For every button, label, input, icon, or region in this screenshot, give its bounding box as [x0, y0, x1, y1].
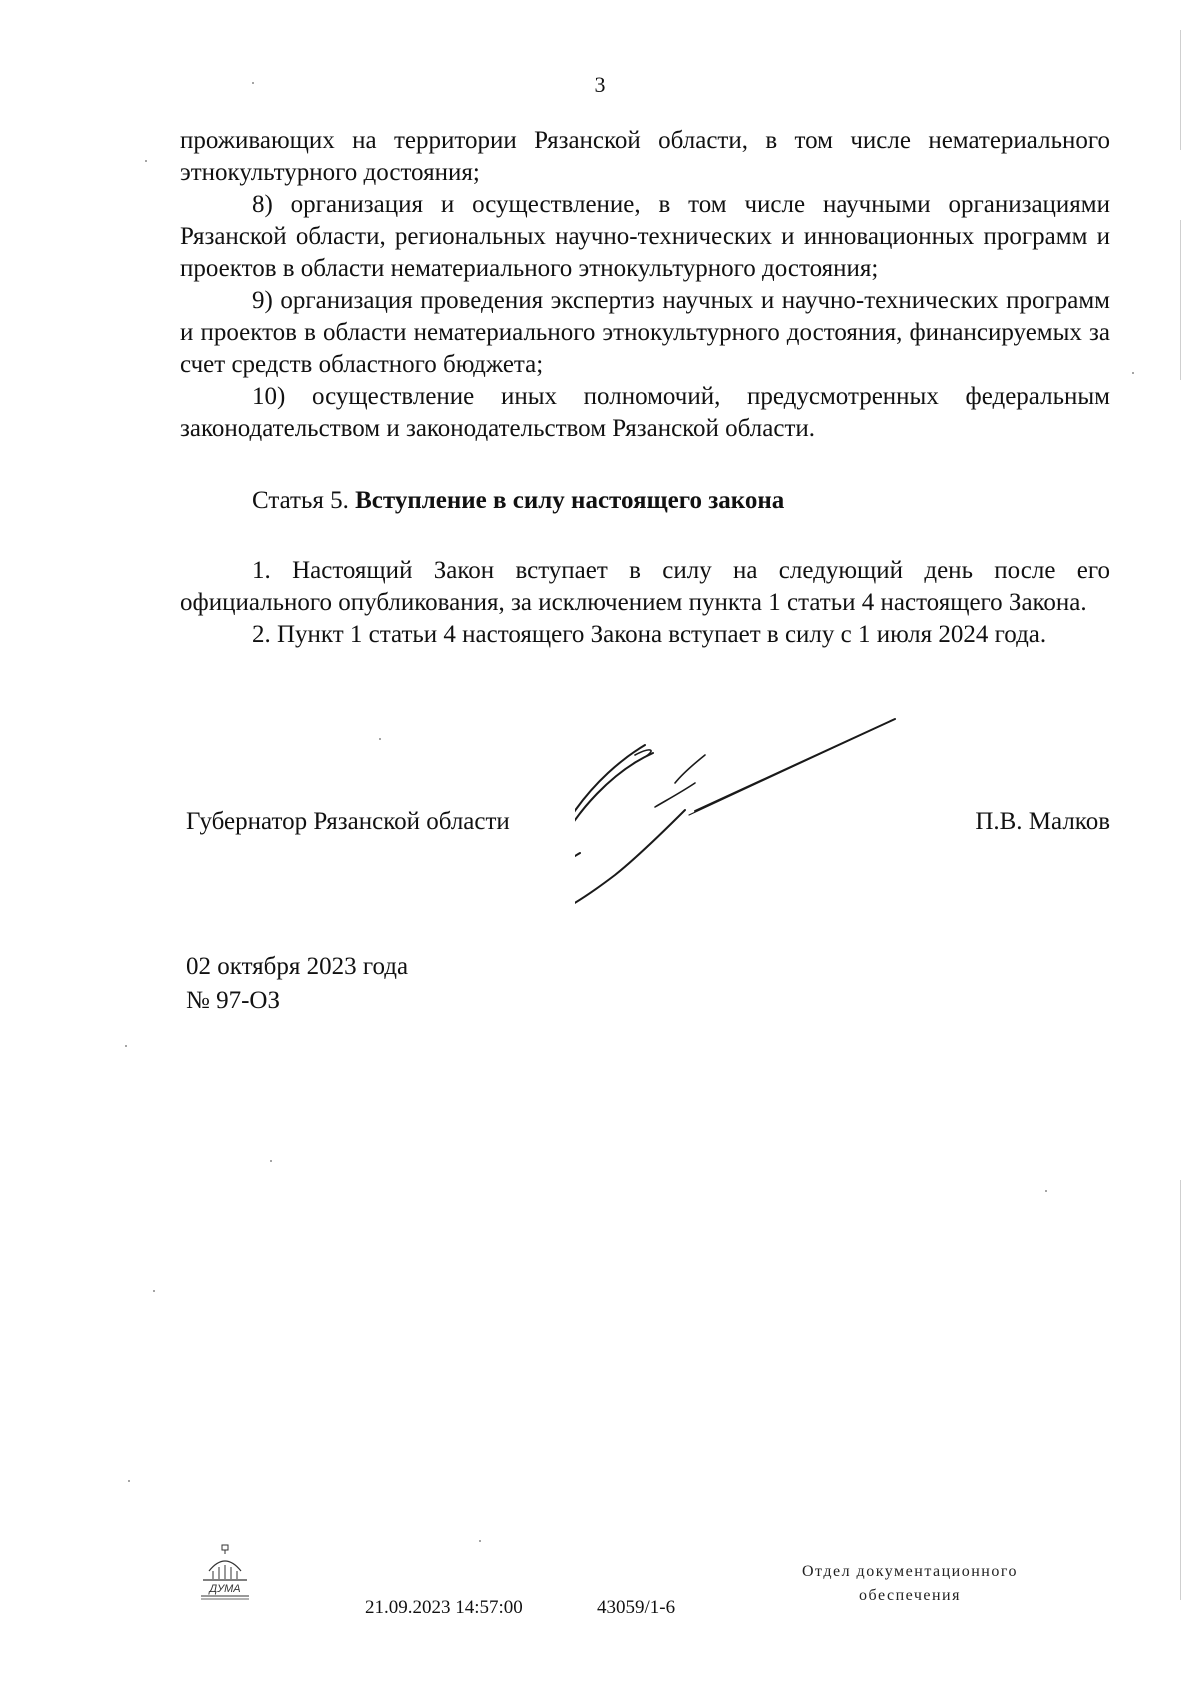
- signatory-position: Губернатор Рязанской области: [186, 808, 510, 835]
- duma-building-icon: [195, 1543, 255, 1603]
- department-stamp-line-2: обеспечения: [859, 1587, 961, 1604]
- article-5-point-2: 2. Пункт 1 статьи 4 настоящего Закона вступает в силу с 1 июля 2024 года.: [252, 621, 1047, 648]
- scan-speck: [479, 1540, 481, 1542]
- scan-edge-line: [1180, 30, 1181, 150]
- department-stamp-line-1: Отдел документационного: [801, 1563, 1019, 1580]
- handwritten-signature: [575, 715, 975, 930]
- scan-edge-line: [1180, 220, 1181, 380]
- department-stamp: [760, 1560, 1060, 1608]
- scan-speck: [1045, 1190, 1047, 1192]
- document-date-block: [186, 950, 408, 1018]
- scan-speck: [270, 1160, 272, 1162]
- paragraph-item-10: 10) осуществление иных полномочий, предусмотренных федеральным законодательством и законодательством Рязанской области.: [180, 383, 1110, 442]
- scan-speck: [145, 160, 147, 162]
- scan-speck: [379, 738, 381, 740]
- paragraph-item-9: 9) организация проведения экспертиз научных и научно-технических программ и проектов в области нематериального этнокультурного достояния, финансируемых за счет средств областного бюджета;: [180, 287, 1110, 378]
- scan-speck: [153, 1290, 155, 1292]
- registration-timestamp: 21.09.2023 14:57:00: [365, 1597, 523, 1618]
- document-body: [180, 125, 1110, 651]
- scan-speck: [1132, 372, 1134, 374]
- document-date: 02 октября 2023 года: [186, 953, 409, 980]
- document-number: № 97-ОЗ: [186, 987, 281, 1014]
- article-5-title: Вступление в силу настоящего закона: [355, 487, 785, 514]
- article-5-point-1: 1. Настоящий Закон вступает в силу на следующий день после его официального опубликования, за исключением пункта 1 статьи 4 настоящего Закона.: [180, 557, 1110, 616]
- paragraph-continuation: проживающих на территории Рязанской области, в том числе нематериального этнокультурного достояния;: [180, 127, 1110, 186]
- duma-logo-text: ДУМА: [209, 1583, 241, 1595]
- scan-edge-line: [1180, 1180, 1181, 1600]
- paragraph-item-8: 8) организация и осуществление, в том числе научными организациями Рязанской области, региональных научно-технических и инновационных программ и проектов в области нематериального этнокультурного достояния;: [180, 191, 1110, 282]
- page-number: 3: [594, 72, 606, 97]
- registration-number: 43059/1-6: [597, 1597, 676, 1618]
- scan-speck: [252, 82, 254, 84]
- article-5-heading: [180, 485, 1110, 517]
- scan-speck: [128, 1480, 130, 1482]
- scan-speck: [125, 1045, 127, 1047]
- article-5-label: Статья 5.: [252, 487, 349, 514]
- signatory-name: П.В. Малков: [975, 808, 1110, 835]
